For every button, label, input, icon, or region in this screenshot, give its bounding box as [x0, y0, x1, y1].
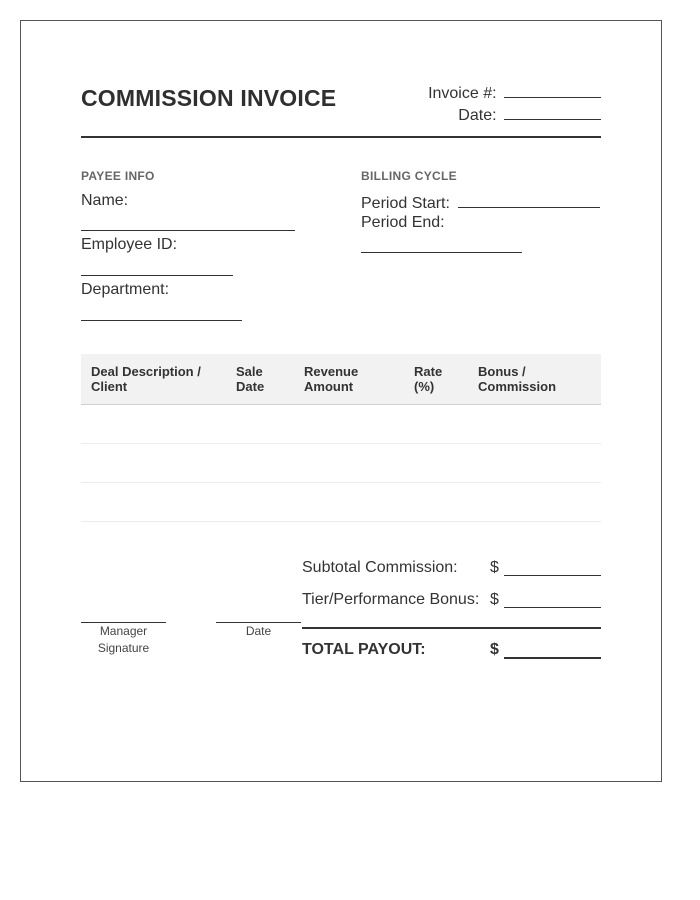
invoice-number-row: [428, 82, 601, 103]
column-deal-description-line1: Deal Description /: [91, 364, 201, 379]
column-rate-line1: Rate: [414, 364, 443, 379]
table-row[interactable]: [81, 443, 601, 444]
total-currency-symbol: $: [490, 641, 499, 658]
tier-bonus-field[interactable]: [504, 607, 601, 608]
subtotal-currency-symbol: $: [490, 559, 499, 576]
manager-caption-line1: Manager: [99, 624, 148, 638]
invoice-title: COMMISSION INVOICE: [81, 85, 337, 111]
column-bonus-commission: [478, 364, 556, 394]
manager-signature-caption: [81, 623, 166, 657]
invoice-number-field[interactable]: [504, 82, 601, 98]
invoice-date-field[interactable]: [504, 104, 601, 120]
period-end-label: Period End:: [361, 214, 445, 231]
column-sale-date-line1: Sale: [236, 364, 263, 379]
department-field[interactable]: [81, 320, 242, 321]
total-payout-label: TOTAL PAYOUT:: [302, 641, 426, 658]
table-row[interactable]: [81, 482, 601, 483]
total-divider: [302, 627, 601, 629]
column-revenue-amount-line2: Amount: [304, 379, 354, 394]
column-revenue-amount-line1: Revenue: [304, 364, 359, 379]
tier-bonus-label: Tier/Performance Bonus:: [302, 591, 480, 608]
tier-bonus-currency-symbol: $: [490, 591, 499, 608]
column-bonus-commission-line1: Bonus /: [478, 364, 526, 379]
header-divider: [81, 136, 601, 138]
column-rate: [414, 364, 442, 394]
column-sale-date-line2: Date: [236, 379, 265, 394]
invoice-date-row: [458, 104, 601, 125]
invoice-date-label: Date:: [458, 107, 497, 124]
column-bonus-commission-line2: Commission: [478, 379, 557, 394]
column-rate-line2: (%): [414, 379, 435, 394]
manager-caption-line2: Signature: [97, 641, 150, 655]
payee-name-field[interactable]: [81, 230, 295, 231]
signature-date-caption: Date: [245, 624, 272, 638]
total-payout-field[interactable]: [504, 657, 601, 659]
billing-cycle-heading: BILLING CYCLE: [361, 169, 457, 183]
period-start-row: [361, 192, 600, 213]
payee-info-heading: PAYEE INFO: [81, 169, 155, 183]
invoice-number-label: Invoice #:: [428, 85, 497, 102]
column-revenue-amount: [304, 364, 358, 394]
column-deal-description-line2: Client: [91, 379, 128, 394]
employee-id-label: Employee ID:: [81, 236, 178, 253]
subtotal-commission-field[interactable]: [504, 575, 601, 576]
subtotal-commission-label: Subtotal Commission:: [302, 559, 458, 576]
table-row[interactable]: [81, 521, 601, 522]
column-sale-date: [236, 364, 264, 394]
payee-name-label: Name:: [81, 192, 129, 209]
commission-table-header: [81, 354, 601, 405]
department-label: Department:: [81, 281, 170, 298]
period-start-field[interactable]: [458, 192, 600, 208]
column-deal-description: [91, 364, 201, 394]
period-end-field[interactable]: [361, 252, 522, 253]
employee-id-field[interactable]: [81, 275, 233, 276]
period-start-label: Period Start:: [361, 195, 450, 212]
invoice-page: [20, 20, 662, 782]
